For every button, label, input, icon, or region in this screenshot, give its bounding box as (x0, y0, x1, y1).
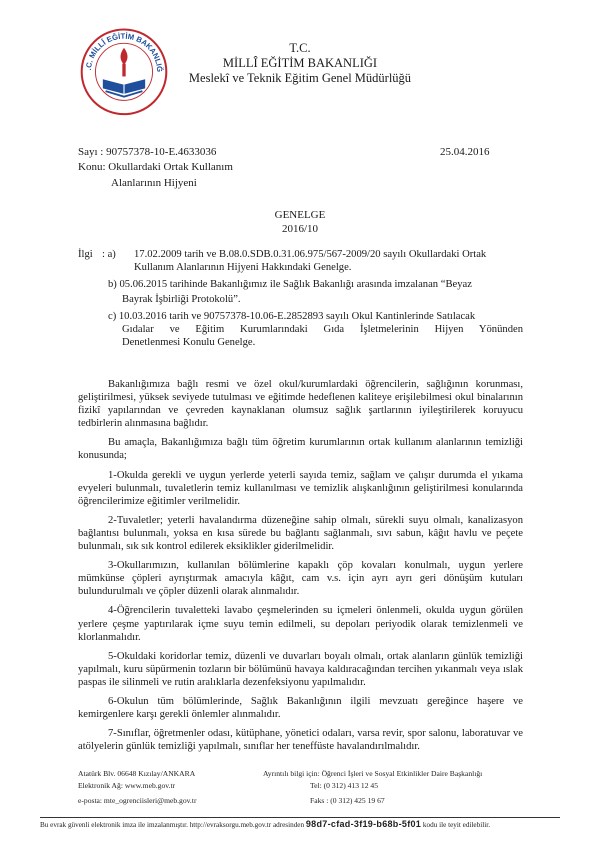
reference-b-line1: b) 05.06.2015 tarihinde Bakanlığımız ile Sağlık Bakanlığı arasında imzalanan “Beyaz (108, 279, 472, 291)
reference-a-line2: Kullanım Alanlarının Hijyeni Hakkındaki Genelge. (134, 262, 352, 273)
reference-c-line3: Denetlenmesi Konulu Genelge. (122, 337, 256, 349)
paragraph-item-7: 7-Sınıflar, öğretmenler odası, kütüphane, yönetici odaları, varsa revir, spor salonu, laboratuvar ve atölyelerin günlük temizliği yapılmalı, sınıflar her teneffüste havalandırılmalıdır. (78, 728, 523, 753)
document-body (78, 378, 523, 753)
circular-label: GENELGE (274, 209, 326, 221)
reference-a-prefix: : a) (102, 249, 116, 260)
letterhead (150, 41, 450, 85)
svg-text:T.C. MİLLÎ EĞİTİM BAKANLIĞI: .C. MİLLÎ EĞİTİM BAKANLIĞ (83, 31, 165, 73)
reference-b-line2: Bayrak İşbirliği Protokolü”. (122, 294, 241, 306)
paragraph-item-2: 2-Tuvaletler; yeterli havalandırma düzeneğine sahip olmalı, sürekli suyu olmalı, kanalizasyon bağlantısı bulunmalı, yoksa en kısa sürede bu bağlantı sağlanmalı, sıvı sabun, kâğıt havlu ve peçete bulunmalı, sık sık kontrol edilerek eksiklikler giderilmelidir. (78, 514, 523, 553)
subject-line-1: Konu: Okullardaki Ortak Kullanım (78, 161, 233, 173)
references-label: İlgi (78, 249, 93, 260)
reference-c-line2: Gıdalar ve Eğitim Kurumlarındaki Gıda İşletmelerinin Hijyen Yönünden (122, 324, 523, 336)
circular-number: 2016/10 (281, 223, 319, 235)
footer-phone: Tel: (0 312) 413 12 45 (310, 780, 379, 790)
verification-line (40, 820, 560, 831)
header-ministry: MİLLÎ EĞİTİM BAKANLIĞI (222, 56, 378, 70)
footer-website[interactable]: Elektronik Ağ: www.meb.gov.tr (78, 780, 176, 790)
references (78, 248, 523, 350)
paragraph-item-6: 6-Okulun tüm bölümlerinde, Sağlık Bakanlığının ilgili mevzuatı gereğince haşere ve kemirgenlere karşı gerekli önlemler alınmalıdır. (78, 695, 523, 721)
paragraph-purpose: Bu amaçla, Bakanlığımıza bağlı tüm öğretim kurumlarının ortak kullanım alanlarının temizliği konusunda; (78, 437, 523, 462)
verification-code: 98d7-cfad-3f19-b68b-5f01 (305, 819, 422, 829)
header-directorate: Meslekî ve Teknik Eğitim Genel Müdürlüğü (188, 71, 412, 85)
paragraph-intro: Bakanlığımıza bağlı resmi ve özel okul/kurumlardaki öğrencilerin, sağlığının korunması, geliştirilmesi, yüksek seviyede tutulması ve eğitimde hedeflenen kaliteye erişilebilmesi okul binalarının fizikî yapılarından ve çevreden kaynaklanan olumsuz sağlık şartlarının iyileştirilerek koruyucu tedbirlerin alınmasına bağlıdır. (78, 379, 523, 430)
footer-divider (40, 817, 560, 818)
footer-right (263, 769, 482, 806)
verification-suffix: kodu ile teyit edilebilir. (422, 821, 490, 829)
footer-fax: Faks : (0 312) 425 19 67 (310, 796, 385, 805)
verification-text: Bu evrak güvenli elektronik imza ile imzalanmıştır. http://evraksorgu.meb.gov.tr adresinden (40, 821, 305, 829)
reference-a-line1: 17.02.2009 tarih ve B.08.0.SDB.0.31.06.975/567-2009/20 sayılı Okullardaki Ortak (134, 249, 487, 260)
footer-left (78, 769, 196, 806)
header-tc: T.C. (289, 41, 311, 55)
document-date: 25.04.2016 (440, 146, 490, 158)
paragraph-item-5: 5-Okuldaki koridorlar temiz, düzenli ve duvarları boyalı olmalı, ortak alanların günlük temizliği yapılmalı, kuru süpürmenin tozların bir bölümünü havaya kaldıracağından tercihen yıkanmalı veya ıslak paspas ile silinmeli ve rutin aralıklarla dezenfeksiyonu yapılmalıdır. (78, 650, 523, 688)
paragraph-item-4: 4-Öğrencilerin tuvaletteki lavabo çeşmelerinden su içmeleri önlenmeli, okulda uygun görülen yerlere çeşme yaptırılarak içme suyu temin edilmeli, su depoları periyodik olarak temizlenmeli ve klorlanmalıdır. (78, 605, 523, 643)
paragraph-item-3: 3-Okullarımızın, kullanılan bölümlerine kapaklı çöp kovaları konulmalı, uygun yerlere mümkünse çöpleri ayrıştırmak amacıyla kâğıt, cam v.s. için ayrı ayrı geri dönüşüm kutuları bulundurulmalı ve çöpler düzenli olarak alınmalıdır. (78, 560, 523, 598)
circular-title (200, 209, 400, 235)
paragraph-item-1: 1-Okulda gerekli ve uygun yerlerde yeterli sayıda temiz, sağlam ve çalışır durumda el yıkama evyeleri bulunmalı, tuvaletlerin temiz kullanılması ve temizlik alışkanlığının geliştirilmesi konularında öğrencilerimize eğitimler verilmelidir. (78, 469, 523, 507)
footer-info: Ayrıntılı bilgi için: Öğrenci İşleri ve Sosyal Etkinlikler Daire Başkanlığı (263, 769, 483, 778)
footer-address: Atatürk Blv. 06648 Kızılay/ANKARA (78, 769, 196, 778)
reference-c-line1: c) 10.03.2016 tarih ve 90757378-10.06-E.2852893 sayılı Okul Kantinlerinde Satılacak (108, 311, 476, 323)
footer-email[interactable]: e-posta: mte_ogrenciisleri@meb.gov.tr (78, 796, 197, 805)
document-number: Sayı : 90757378-10-E.4633036 (78, 146, 217, 158)
subject-line-2: Alanlarının Hijyeni (111, 177, 197, 189)
